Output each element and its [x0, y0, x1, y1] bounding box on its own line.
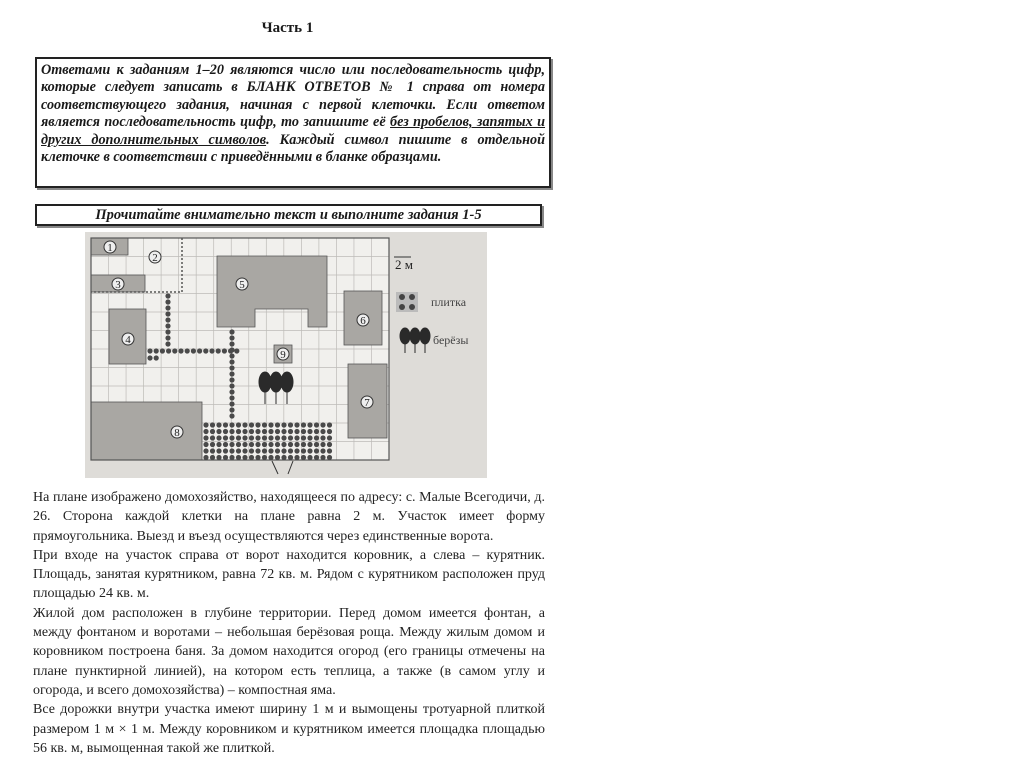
instructions-box — [35, 57, 551, 188]
tile-dot — [216, 455, 221, 460]
legend-scale: 2 м — [395, 257, 413, 272]
tile-dot — [249, 435, 254, 440]
tile-dot — [301, 422, 306, 427]
tile-dot — [307, 435, 312, 440]
tile-dot — [255, 455, 260, 460]
legend-birch-label: берёзы — [433, 333, 469, 347]
tile-dot — [307, 442, 312, 447]
tile-dot — [320, 422, 325, 427]
tile-dot — [216, 429, 221, 434]
svg-text:4: 4 — [125, 334, 131, 346]
tile-dot — [281, 455, 286, 460]
tile-dot — [281, 448, 286, 453]
tile-dot — [242, 429, 247, 434]
tile-dot — [203, 429, 208, 434]
tile-dot — [288, 442, 293, 447]
tile-dot — [327, 455, 332, 460]
tile-dot — [288, 429, 293, 434]
tile-dot — [281, 422, 286, 427]
tile-dot — [249, 422, 254, 427]
tile-dot — [268, 455, 273, 460]
paragraph: На плане изображено домохозяйство, находящееся по адресу: с. Малые Всегодичи, д. 26. Сторона каждой клетки на плане равна 2 м. Участок имеет форму прямоугольника. Выезд и въезд осуществляются через единственные ворота. — [33, 490, 545, 544]
tile-dot — [165, 305, 170, 310]
tile-dot — [197, 348, 202, 353]
tile-dot — [216, 435, 221, 440]
svg-text:6: 6 — [360, 315, 366, 327]
tile-dot — [288, 448, 293, 453]
tile-dot — [229, 335, 234, 340]
instructions-underlined: без пробелов, запятых и других дополнительных символов — [41, 114, 546, 148]
tile-dot — [275, 435, 280, 440]
tile-dot — [242, 422, 247, 427]
tile-dot — [229, 448, 234, 453]
tile-dot — [147, 355, 152, 360]
tile-dot — [281, 442, 286, 447]
tile-dot — [268, 422, 273, 427]
task-header: Прочитайте внимательно текст и выполните задания 1-5 — [35, 204, 542, 226]
tile-dot — [210, 448, 215, 453]
tile-dot — [229, 329, 234, 334]
instructions-text-end: . Каждый символ пишите в отдельной клеточке в соответствии с приведёнными в бланке образцами. — [41, 131, 546, 166]
household-plan — [85, 232, 487, 478]
instructions-text: Ответами к заданиям 1–20 являются число или последовательность цифр, которые следует записать в БЛАНК ОТВЕТОВ № 1 справа от номера соответствующего задания, начиная с первой клеточки. Если ответом является последовательность цифр, то запишите её — [41, 62, 545, 131]
tile-dot — [154, 355, 159, 360]
legend-tile-label: плитка — [431, 295, 467, 309]
tile-dot — [249, 448, 254, 453]
tile-dot — [275, 448, 280, 453]
tile-dot — [249, 455, 254, 460]
tile-dot — [320, 455, 325, 460]
tile-dot — [268, 435, 273, 440]
tile-dot — [229, 341, 234, 346]
legend-birch-icon — [400, 328, 430, 353]
tile-dot — [327, 442, 332, 447]
tile-dot — [262, 429, 267, 434]
tile-dot — [281, 429, 286, 434]
tile-dot — [209, 348, 214, 353]
tile-dot — [288, 422, 293, 427]
tile-dot — [242, 455, 247, 460]
svg-text:1: 1 — [107, 242, 113, 254]
tile-dot — [314, 435, 319, 440]
tile-dot — [223, 455, 228, 460]
tile-dot — [307, 429, 312, 434]
tile-dot — [320, 442, 325, 447]
tile-dot — [249, 429, 254, 434]
tile-dot — [229, 422, 234, 427]
tile-dot — [294, 455, 299, 460]
tile-dot — [301, 429, 306, 434]
svg-text:3: 3 — [115, 279, 121, 291]
tile-dot — [307, 455, 312, 460]
tile-dot — [223, 422, 228, 427]
tile-dot — [281, 435, 286, 440]
tile-dot — [314, 442, 319, 447]
tile-dot — [236, 422, 241, 427]
svg-text:8: 8 — [174, 427, 180, 439]
tile-dot — [307, 422, 312, 427]
legend-tile-icon — [396, 292, 418, 312]
tile-dot — [210, 422, 215, 427]
paragraph: Жилой дом расположен в глубине территории. Перед домом имеется фонтан, а между фонтаном и воротами – небольшая берёзовая роща. Между жилым домом и коровником построена баня. За домом находится огород (его границы отмечены на плане пунктирной линией), на котором есть теплица, а также (в самом углу и огорода, и всего домохозяйства) – компостная яма. — [33, 605, 545, 698]
tile-dot — [165, 329, 170, 334]
tile-dot — [165, 317, 170, 322]
tile-dot — [229, 389, 234, 394]
svg-text:5: 5 — [239, 279, 245, 291]
tile-dot — [203, 442, 208, 447]
tile-dot — [216, 448, 221, 453]
tile-dot — [327, 422, 332, 427]
tile-dot — [262, 448, 267, 453]
tile-dot — [262, 422, 267, 427]
tile-dot — [314, 455, 319, 460]
tile-dot — [262, 455, 267, 460]
tile-dot — [172, 348, 177, 353]
tile-dot — [314, 429, 319, 434]
tile-dot — [165, 293, 170, 298]
tile-dot — [165, 323, 170, 328]
tile-dot — [288, 455, 293, 460]
tile-dot — [203, 435, 208, 440]
tile-dot — [294, 429, 299, 434]
task-text — [33, 488, 545, 758]
tile-dot — [262, 435, 267, 440]
tile-dot — [301, 435, 306, 440]
tile-dot — [236, 448, 241, 453]
tile-dot — [236, 429, 241, 434]
tile-dot — [223, 435, 228, 440]
tile-dot — [320, 435, 325, 440]
tile-dot — [327, 435, 332, 440]
paragraph: Все дорожки внутри участка имеют ширину 1 м и вымощены тротуарной плиткой размером 1 м × 1 м. Между коровником и курятником имеется площадка площадью 56 кв. м, вымощенная такой же плиткой. — [33, 702, 545, 756]
tile-dot — [268, 442, 273, 447]
svg-text:9: 9 — [280, 349, 286, 361]
legend — [394, 257, 468, 353]
tile-dot — [165, 335, 170, 340]
tile-dot — [203, 448, 208, 453]
tile-dot — [288, 435, 293, 440]
tile-dot — [229, 377, 234, 382]
tile-dot — [229, 455, 234, 460]
tile-dot — [160, 348, 165, 353]
tile-dot — [236, 435, 241, 440]
tile-dot — [268, 448, 273, 453]
tile-dot — [203, 422, 208, 427]
svg-text:7: 7 — [364, 397, 370, 409]
tile-dot — [210, 429, 215, 434]
tile-dot — [210, 442, 215, 447]
tile-dot — [320, 448, 325, 453]
tile-dot — [301, 442, 306, 447]
tile-dot — [165, 341, 170, 346]
tile-dot — [314, 422, 319, 427]
tile-dot — [229, 435, 234, 440]
svg-text:2: 2 — [152, 252, 158, 264]
page-title: Часть 1 — [261, 20, 314, 36]
tile-dot — [268, 429, 273, 434]
tile-dot — [223, 448, 228, 453]
tile-dot — [301, 448, 306, 453]
tile-dot — [327, 448, 332, 453]
tile-dot — [301, 455, 306, 460]
tile-dot — [294, 422, 299, 427]
tile-dot — [229, 442, 234, 447]
tile-dot — [154, 348, 159, 353]
tile-dot — [229, 365, 234, 370]
tile-dot — [242, 442, 247, 447]
tile-dot — [165, 299, 170, 304]
tile-dot — [229, 347, 234, 352]
gate — [272, 461, 293, 474]
tile-dot — [216, 348, 221, 353]
tile-dot — [185, 348, 190, 353]
tile-dot — [229, 395, 234, 400]
tile-dot — [255, 448, 260, 453]
tile-dot — [262, 442, 267, 447]
tile-dot — [223, 442, 228, 447]
tile-dot — [229, 407, 234, 412]
tile-dot — [216, 442, 221, 447]
tile-dot — [294, 442, 299, 447]
tile-dot — [191, 348, 196, 353]
tile-dot — [203, 455, 208, 460]
tile-dot — [210, 455, 215, 460]
tile-dot — [242, 435, 247, 440]
tile-dot — [166, 348, 171, 353]
tile-dot — [229, 429, 234, 434]
tile-dot — [294, 448, 299, 453]
tile-dot — [229, 413, 234, 418]
tile-dot — [242, 448, 247, 453]
tile-dot — [275, 442, 280, 447]
tile-dot — [229, 353, 234, 358]
tile-dot — [255, 442, 260, 447]
tile-dot — [320, 429, 325, 434]
tile-dot — [178, 348, 183, 353]
tile-dot — [307, 448, 312, 453]
tile-dot — [294, 435, 299, 440]
tile-dot — [327, 429, 332, 434]
tile-dot — [165, 311, 170, 316]
paragraph: При входе на участок справа от ворот находится коровник, а слева – курятник. Площадь, занятая курятником, равна 72 кв. м. Рядом с курятником расположен пруд площадью 24 кв. м. — [33, 547, 545, 602]
tile-dot — [229, 383, 234, 388]
tile-dot — [275, 422, 280, 427]
tile-dot — [275, 455, 280, 460]
zone-8 — [91, 402, 202, 460]
tile-dot — [203, 348, 208, 353]
tile-dot — [147, 348, 152, 353]
tile-dot — [222, 348, 227, 353]
tile-dot — [223, 429, 228, 434]
tile-dot — [210, 435, 215, 440]
tile-dot — [275, 429, 280, 434]
tile-dot — [236, 455, 241, 460]
tile-dot — [255, 429, 260, 434]
tile-dot — [255, 435, 260, 440]
tile-dot — [229, 371, 234, 376]
tile-dot — [314, 448, 319, 453]
tile-dot — [216, 422, 221, 427]
tile-dot — [234, 348, 239, 353]
tile-dot — [229, 359, 234, 364]
tile-dot — [229, 401, 234, 406]
tile-dot — [255, 422, 260, 427]
tile-dot — [236, 442, 241, 447]
tile-dot — [249, 442, 254, 447]
